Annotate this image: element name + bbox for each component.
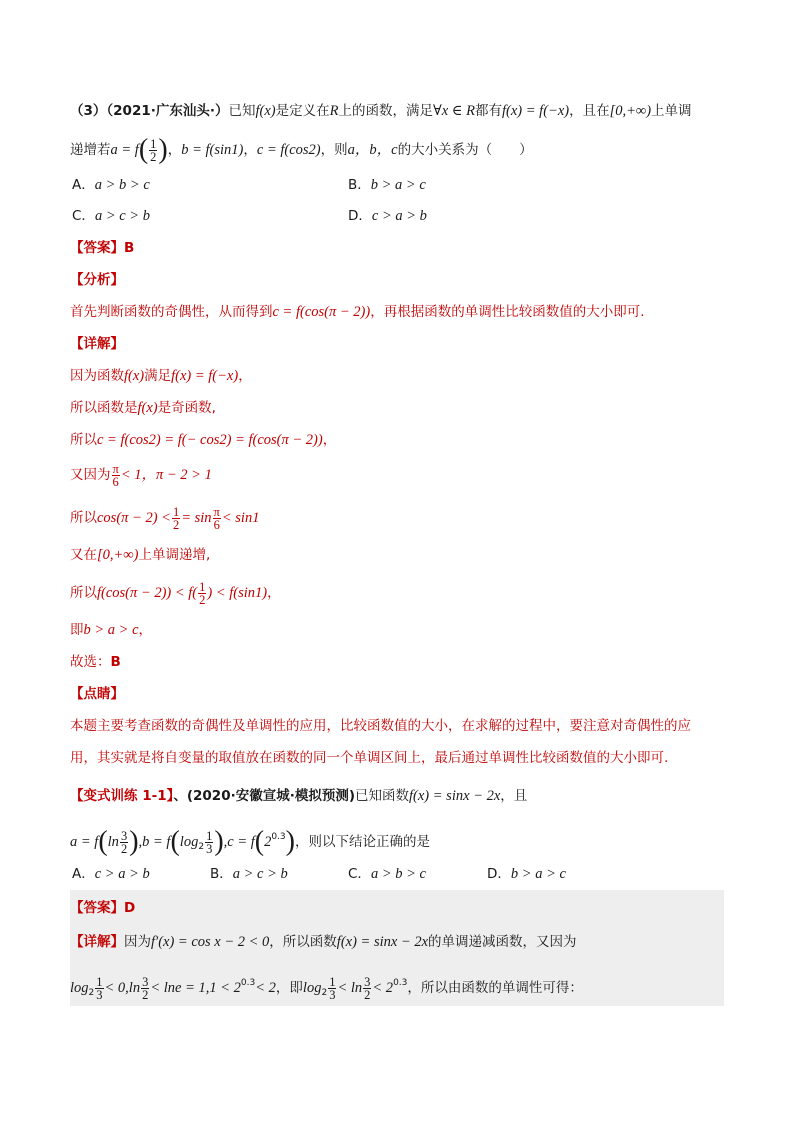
analysis-label: 【分析】: [70, 272, 124, 288]
detail-line-5: 所以cos(π − 2) < $\frac{1}{2}$ = sin $\frac{\pi}{6}$ < sin1: [70, 504, 260, 532]
math-interval: [0,+∞): [609, 103, 652, 119]
option-b[interactable]: B．b > a > c: [348, 177, 426, 193]
comment-line-2: 用，其实就是将自变量的取值放在函数的同一个单调区间上，最后通过单调性比较函数值的大小即可.: [70, 750, 669, 766]
detail-line-3: 所以c = f(cos2) = f(− cos2) = f(cos(π − 2))，: [70, 432, 337, 448]
problem-text: 已知: [228, 103, 256, 119]
detail-line-2: 所以函数是f(x)是奇函数,: [70, 400, 216, 416]
variant-source: 、(2020·安徽宣城·模拟预测): [173, 788, 356, 804]
variant-line-1: 【变式训练 1-1】、(2020·安徽宣城·模拟预测)已知函数f(x) = sinx − 2x，且: [70, 788, 528, 804]
answer-value: B: [124, 240, 135, 256]
detail-line-6: 又在[0,+∞)上单调递增,: [70, 547, 211, 563]
variant-line-2: a = f(ln $\frac{3}{2}$ )$,b = f(\log_2$ $\frac{1}{3}$ )$,c = f(2^{0.3})$，则以下结论正确的是: [70, 826, 430, 857]
math-forall: ∀x ∈ R: [432, 103, 476, 119]
problem-text: ，则: [320, 142, 348, 158]
problem-source: （2021·广东汕头·）: [106, 103, 229, 119]
option-d[interactable]: D．c > a > b: [348, 208, 427, 224]
answer-line: 【答案】B: [70, 240, 135, 256]
variant-option-b[interactable]: B．a > c > b: [210, 866, 288, 882]
problem-text: 上的函数，满足: [338, 103, 433, 119]
problem-text: 是定义在: [275, 103, 330, 119]
variant-option-a[interactable]: A．c > a > b: [72, 866, 150, 882]
problem-line-2: 递增若a = f( $\frac{1}{2}$ )，b = f(sin1)，c = f(cos2)，则a，b，c的大小关系为（ ）: [70, 134, 533, 165]
detail-line-8: 即b > a > c，: [70, 622, 153, 638]
variant-answer: 【答案】D: [70, 900, 136, 916]
math-condition: f(x) = f(−x): [502, 103, 570, 119]
variant-label: 【变式训练 1-1】: [70, 788, 174, 804]
math-a-def: a = f: [110, 142, 139, 158]
detail-line-9: 故选：B: [70, 654, 121, 670]
problem-text: 上单调: [651, 103, 692, 119]
math-b-def: b = f(sin1): [181, 142, 244, 158]
variant-option-c[interactable]: C．a > b > c: [348, 866, 426, 882]
math-abc: a，b，c: [347, 142, 398, 158]
variant-detail-line-2: $\log_2$ $\frac{1}{3}$ < 0,ln $\frac{3}{2}$ < $\ln e = 1,1 < 2^{0.3}< 2$，即$\log_2$ $\frac{1}{3}$ < ln $\frac{3}{2}$ < $2^{0.3}$，所以由函数的单调性可得：: [70, 974, 583, 1002]
detail-line-1: 因为函数f(x)满足f(x) = f(−x)，: [70, 368, 252, 384]
variant-option-d[interactable]: D．b > a > c: [487, 866, 566, 882]
comment-line-1: 本题主要考查函数的奇偶性及单调性的应用，比较函数值的大小，在求解的过程中，要注意对奇偶性的应: [70, 718, 691, 734]
detail-line-7: 所以f(cos(π − 2)) < f( $\frac{1}{2}$ ) < f(sin1)，: [70, 579, 281, 607]
option-c[interactable]: C．a > c > b: [72, 208, 150, 224]
problem-text: 的大小关系为（ ）: [397, 142, 533, 158]
option-a[interactable]: A．a > b > c: [72, 177, 150, 193]
problem-text: 递增若: [70, 142, 111, 158]
variant-detail-line-1: 【详解】因为f′(x) = cos x − 2 < 0，所以函数f(x) = sinx − 2x的单调递减函数，又因为: [70, 934, 577, 950]
problem-number: （3）: [70, 103, 107, 119]
analysis-text: 首先判断函数的奇偶性，从而得到c = f(cos(π − 2))，再根据函数的单调性比较函数值的大小即可.: [70, 304, 645, 320]
math-c-def: c = f(cos2): [256, 142, 321, 158]
comment-label: 【点睛】: [70, 686, 124, 702]
detail-line-4: 又因为 $\frac{\pi}{6}$ < 1，π − 2 > 1: [70, 461, 212, 489]
problem-text: ，且在: [569, 103, 610, 119]
problem-line-1: [70, 101, 692, 121]
problem-text: 都有: [475, 103, 503, 119]
math-f-def: f(x) = sinx − 2x: [409, 788, 501, 804]
fraction-one-half: $\frac{1}{2}$: [150, 136, 157, 164]
math-R: R: [329, 103, 339, 119]
math-fx: f(x): [255, 103, 276, 119]
detail-label: 【详解】: [70, 336, 124, 352]
